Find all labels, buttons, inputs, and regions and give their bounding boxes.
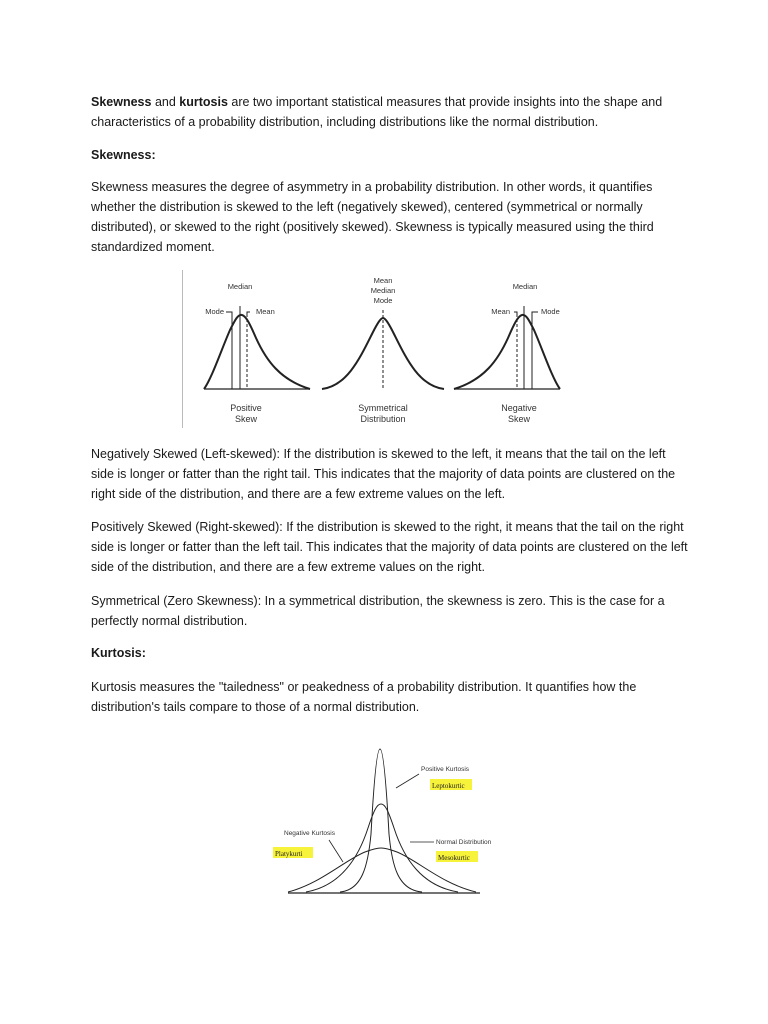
negative-median-label: Median (512, 282, 538, 291)
normal-distribution-label: Normal Distribution (436, 839, 492, 846)
positive-kurtosis-label: Positive Kurtosis (421, 766, 470, 773)
positive-median-label: Median (227, 282, 253, 291)
intro-rest: are two important statistical measures that provide insights into the shape and characteristics of a probability distribution, including distributions like the normal distribution. (91, 95, 663, 129)
symmetrical-mode-label: Mode (373, 296, 393, 305)
skewness-figure (182, 268, 574, 430)
symmetrical-caption-1: Symmetrical (358, 403, 408, 413)
symmetrical-paragraph: Symmetrical (Zero Skewness): In a symmetrical distribution, the skewness is zero. This is the case for a perfectly normal distribution. (91, 594, 665, 628)
skewness-description: Skewness measures the degree of asymmetry in a probability distribution. In other words, it quantifies whether the distribution is skewed to the left (negatively skewed), centered (symmetrical or normally distributed), or skewed to the right (positively skewed). Skewness is typically measured using the third standardized moment. (91, 180, 654, 254)
negative-caption-2: Skew (507, 414, 531, 424)
term-kurtosis: kurtosis (179, 95, 228, 109)
symmetrical-caption-2: Distribution (360, 414, 406, 424)
positive-caption-2: Skew (234, 414, 258, 424)
kurtosis-heading: Kurtosis: (91, 646, 146, 660)
negative-mean-label: Mean (491, 307, 510, 316)
intro-and: and (151, 95, 180, 109)
symmetrical-median-label: Median (370, 286, 396, 295)
platykurtic-label: Platykurti (275, 850, 303, 858)
positive-skew-paragraph: Positively Skewed (Right-skewed): If the distribution is skewed to the right, it means that the tail on the right side is longer or fatter than the left tail. This indicates that the majority of data points are clustered on the left side of the distribution, and there are a few extreme values on the right. (91, 520, 688, 574)
symmetrical-mean-label: Mean (373, 276, 393, 285)
mesokurtic-label: Mesokurtic (438, 854, 470, 862)
negative-kurtosis-label: Negative Kurtosis (284, 830, 335, 837)
positive-mean-label: Mean (256, 307, 275, 316)
kurtosis-description: Kurtosis measures the "tailedness" or peakedness of a probability distribution. It quantifies how the distribution's tails compare to those of a normal distribution. (91, 680, 637, 714)
leptokurtic-label: Leptokurtic (432, 782, 465, 790)
intro-paragraph (91, 92, 691, 132)
positive-caption-1: Positive (230, 403, 262, 413)
negative-caption-1: Negative (501, 403, 537, 413)
term-skewness: Skewness (91, 95, 152, 109)
skewness-heading: Skewness: (91, 148, 156, 162)
negative-skew-paragraph: Negatively Skewed (Left-skewed): If the distribution is skewed to the left, it means that the tail on the left side is longer or fatter than the right tail. This indicates that the majority of data points are clustered on the right side of the distribution, and there are a few extreme values on the left. (91, 447, 676, 501)
kurtosis-figure (270, 744, 510, 900)
negative-mode-label: Mode (541, 307, 560, 316)
positive-mode-label: Mode (205, 307, 224, 316)
